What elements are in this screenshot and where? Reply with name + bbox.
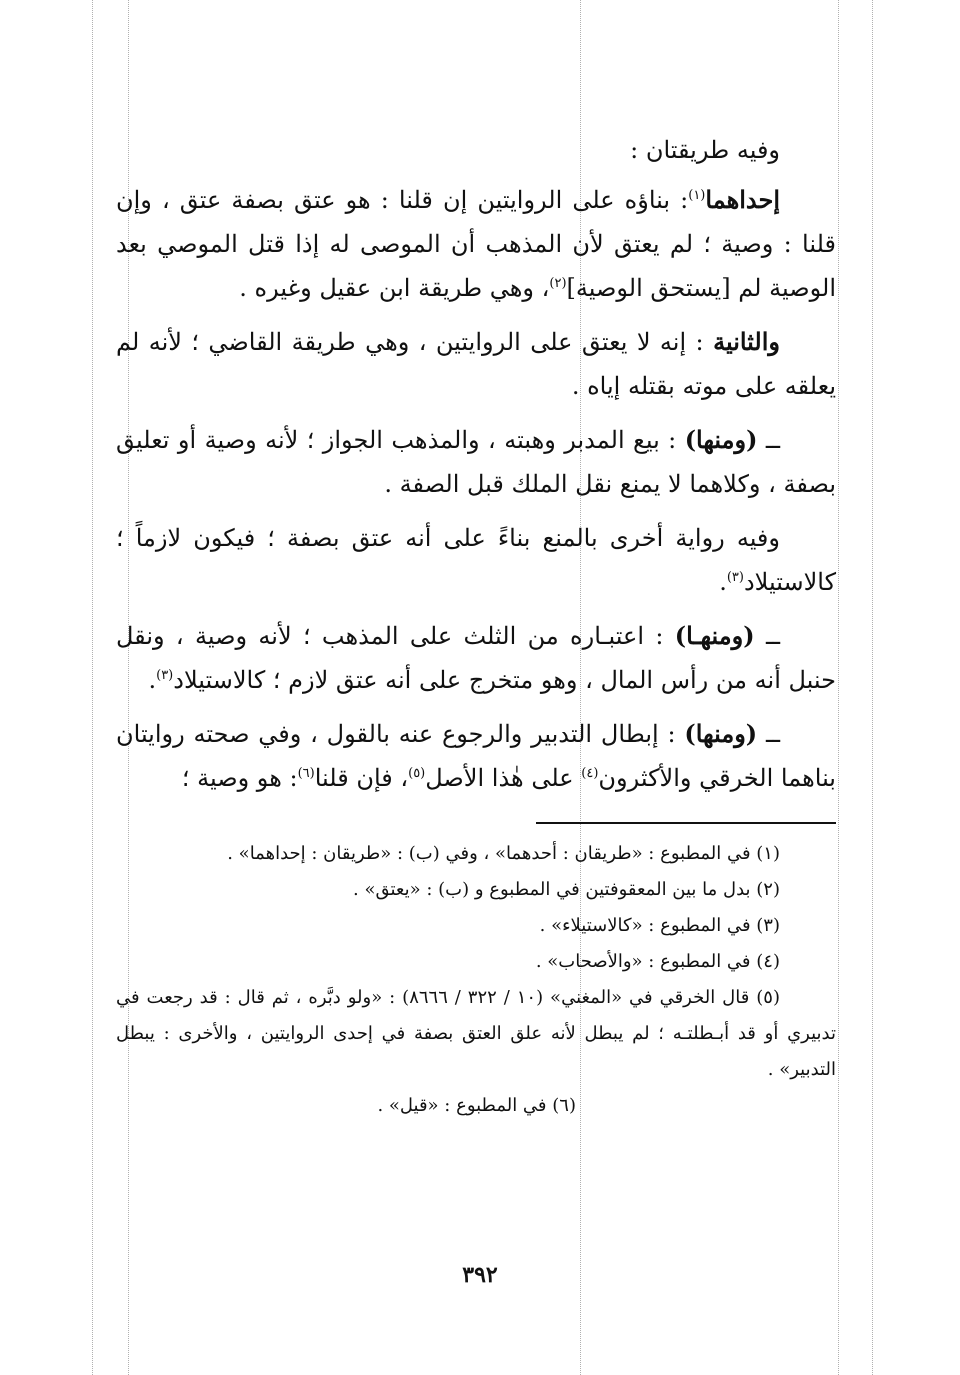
paragraph-text: : بيع المدبر وهبته ، والمذهب الجواز ؛ لأنه وصية أو تعليق بصفة ، وكلاهما لا يمنع نقل الملك قبل الصفة . xyxy=(116,426,836,498)
lead-word: إحداهما xyxy=(705,185,780,214)
lead-word: (ومنهـا) xyxy=(674,621,755,650)
section-intro: وفيه طريقتان : xyxy=(630,136,780,164)
footnote-separator xyxy=(536,822,836,824)
paragraph-text: وفيه رواية أخرى بالمنع بناءً على أنه عتق بصفة ؛ فيكون لازماً ؛ كالاستيلاد xyxy=(116,524,836,596)
paragraph-tail: . xyxy=(148,666,157,694)
paragraph-first-method xyxy=(116,178,836,310)
footnote-1: (١) في المطبوع : «طريقان : أحدهما» ، وفي (ب) : «طريقان : إحداهما» . xyxy=(227,843,780,864)
lead-word: والثانية xyxy=(713,327,780,356)
paragraph-tail: ، وهي طريقة ابن عقيل وغيره . xyxy=(239,274,550,302)
footnote-6: (٦) في المطبوع : «قيل» . xyxy=(377,1095,576,1116)
paragraph-text: : هو وصية ؛ xyxy=(181,764,298,792)
paragraph-text: : إبطال التدبير والرجوع عنه بالقول ، وفي صحته روايتان بناهما الخرقي والأكثرون xyxy=(116,720,836,792)
lead-word: (ومنها) xyxy=(684,719,758,748)
paragraph-sale-of-mudabbar xyxy=(116,418,836,506)
footnote-ref[interactable]: (٦) xyxy=(297,766,315,781)
margin-guide-right xyxy=(872,0,873,1375)
footnote-2: (٢) بدل ما بين المعقوفتين في المطبوع و (ب) : «يعتق» . xyxy=(353,879,780,900)
page-body xyxy=(116,128,836,1124)
footnote-ref[interactable]: (٣) xyxy=(726,570,744,585)
paragraph-revoking-tadbir xyxy=(116,712,836,800)
footnote-5: (٥) قال الخرقي في «المغني» (١٠ / ٣٢٢ / ٨٦٦٦) : «ولو دبَّره ، ثم قال : قد رجعت في تدبيري أو قد أبـطلتـه ؛ لم يبطل لأنه علق العتق بصفة في إحدى الروايتين ، والأخرى : يبطل التدبير» . xyxy=(116,987,836,1080)
paragraph-text: : بناؤه على الروايتين إن قلنا : هو عتق بصفة عتق ، وإن قلنا : وصية ؛ لم يعتق لأن المذهب أن الموصى له إذا قتل الموصي بعد الوصية لم [يستحق الوصية] xyxy=(116,186,837,302)
footnote-4: (٤) في المطبوع : «والأصحاب» . xyxy=(535,951,780,972)
footnote-ref[interactable]: (٤) xyxy=(581,766,599,781)
paragraph-tail: . xyxy=(719,568,727,596)
lead-word: (ومنها) xyxy=(684,425,758,454)
paragraph-text: : اعتبـاره من الثلث على المذهب ؛ لأنه وصية ، ونقل حنبل أنه من رأس المال ، وهو متخرج على أنه عتق لازم ؛ كالاستيلاد xyxy=(116,622,836,694)
footnote-ref[interactable]: (٥) xyxy=(408,766,426,781)
dash: ــ xyxy=(765,426,780,454)
dash: ــ xyxy=(765,720,780,748)
paragraph-third-share xyxy=(116,614,836,702)
margin-guide-inner-right xyxy=(838,0,839,1375)
footnote-ref[interactable]: (٢) xyxy=(549,276,567,291)
margin-guide-left xyxy=(92,0,93,1375)
dash: ــ xyxy=(765,622,781,650)
footnote-3: (٣) في المطبوع : «كالاستيلاء» . xyxy=(539,915,780,936)
paragraph-text: : إنه لا يعتق على الروايتين ، وهي طريقة القاضي ؛ لأنه لم يعلقه على موته بقتله إياه . xyxy=(116,328,836,400)
footnote-ref[interactable]: (٣) xyxy=(156,668,174,683)
paragraph-text: على هٰذا الأصل xyxy=(425,764,582,792)
page-number: ٣٩٢ xyxy=(462,1262,498,1288)
paragraph-text: ، فإن قلنا xyxy=(314,764,409,792)
paragraph-other-narration xyxy=(116,516,836,604)
paragraph-second-method xyxy=(116,320,836,408)
footnote-ref[interactable]: (١) xyxy=(688,188,706,203)
